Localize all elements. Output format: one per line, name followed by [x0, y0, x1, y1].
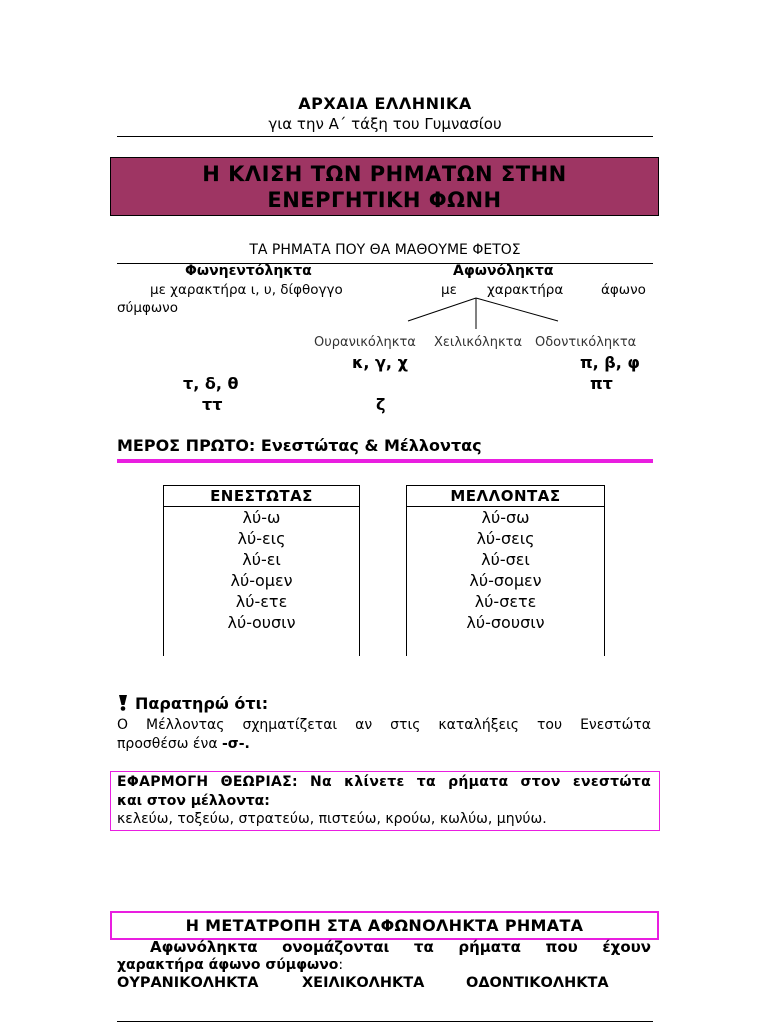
part-two-text-line-1	[150, 938, 651, 956]
velar-letters: κ, γ, χ	[352, 353, 408, 372]
overview-title: ΤΑ ΡΗΜΑΤΑ ΠΟΥ ΘΑ ΜΑΘΟΥΜΕ ΦΕΤΟΣ	[249, 242, 521, 258]
part-two-column-labial: ΧΕΙΛΙΚΟΛΗΚΤΑ	[302, 975, 425, 991]
part-two-word-4: ρήματα	[458, 938, 521, 956]
velar-extra: ζ	[376, 395, 386, 414]
labial-extra: πτ	[590, 374, 613, 393]
velar-label: Ουρανικόληκτα	[314, 335, 416, 350]
bottom-divider	[117, 1021, 653, 1022]
part-two-word-6: έχουν	[602, 938, 651, 956]
future-row-1: λύ-σω	[481, 508, 530, 527]
branch-lines	[400, 295, 570, 335]
part-two-colon: :	[338, 957, 344, 973]
consonant-stem-desc-2: χαρακτήρα	[487, 282, 564, 298]
note-text-line-2	[117, 735, 250, 754]
present-row-6: λύ-ουσιν	[227, 613, 296, 632]
document-subtitle: για την Α΄ τάξη του Γυμνασίου	[268, 115, 502, 133]
future-tense-table	[406, 485, 605, 656]
part-two-definition: χαρακτήρα άφωνο σύμφωνο	[117, 957, 339, 973]
future-row-2: λύ-σεις	[476, 529, 535, 548]
part-two-word-3: τα	[413, 938, 434, 956]
exercise-heading-line-1: ΕΦΑΡΜΟΓΗ ΘΕΩΡΙΑΣ: Να κλίνετε τα ρήματα στον ενεστώτα	[117, 774, 651, 790]
future-row-6: λύ-σουσιν	[466, 613, 545, 632]
part-two-title: Η ΜΕΤΑΤΡΟΠΗ ΣΤΑ ΑΦΩΝΟΛΗΚΤΑ ΡΗΜΑΤΑ	[185, 916, 584, 935]
note-heading	[117, 694, 268, 713]
part-one-underline	[117, 459, 653, 463]
part-two-word-1: Αφωνόληκτα	[150, 938, 258, 956]
labial-label: Χειλικόληκτα	[434, 335, 523, 350]
banner-line-1: Η ΚΛΙΣΗ ΤΩΝ ΡΗΜΑΤΩΝ ΣΤΗΝ	[202, 161, 567, 186]
future-row-5: λύ-σετε	[474, 592, 537, 611]
present-tense-heading: ΕΝΕΣΤΩΤΑΣ	[164, 486, 359, 507]
part-two-word-2: ονομάζονται	[282, 938, 390, 956]
part-two-text-line-2	[117, 957, 343, 973]
header-divider	[117, 136, 653, 137]
dental-label: Οδοντικόληκτα	[535, 335, 637, 350]
present-row-5: λύ-ετε	[235, 592, 288, 611]
vowel-stem-desc: με χαρακτήρα ι, υ, δίφθογγο	[150, 282, 343, 298]
labial-letters: π, β, φ	[580, 353, 640, 372]
note-text-prefix: προσθέσω ένα	[117, 736, 222, 752]
consonant-stem-desc-1: με	[441, 282, 457, 298]
exercise-verbs: κελεύω, τοξεύω, στρατεύω, πιστεύω, κρούω, κωλύω, μηνύω.	[117, 811, 547, 827]
consonant-stem-desc-3: άφωνο	[601, 282, 646, 298]
note-sigma-suffix: -σ-.	[222, 736, 250, 752]
part-two-column-dental: ΟΔΟΝΤΙΚΟΛΗΚΤΑ	[466, 975, 609, 991]
chapter-banner	[110, 157, 659, 216]
future-row-4: λύ-σομεν	[469, 571, 542, 590]
document-title: ΑΡΧΑΙΑ ΕΛΛΗΝΙΚΑ	[298, 94, 472, 113]
dental-extra: ττ	[202, 395, 223, 414]
vowel-stem-heading: Φωνηεντόληκτα	[185, 263, 312, 279]
banner-line-2: ΕΝΕΡΓΗΤΙΚΗ ΦΩΝΗ	[267, 187, 502, 212]
present-row-3: λύ-ει	[242, 550, 281, 569]
present-row-2: λύ-εις	[237, 529, 286, 548]
note-text-line-1: Ο Μέλλοντας σχηματίζεται αν στις καταλήξεις του Ενεστώτα	[117, 717, 651, 733]
part-one-title: ΜΕΡΟΣ ΠΡΩΤΟ: Ενεστώτας & Μέλλοντας	[117, 436, 482, 455]
note-title: Παρατηρώ ότι:	[135, 694, 269, 713]
part-two-column-velar: ΟΥΡΑΝΙΚΟΛΗΚΤΑ	[117, 975, 259, 991]
future-tense-heading: ΜΕΛΛΟΝΤΑΣ	[407, 486, 604, 507]
present-row-4: λύ-ομεν	[230, 571, 293, 590]
exercise-heading-line-2: και στον μέλλοντα:	[117, 793, 270, 809]
part-two-title-box	[110, 911, 659, 940]
present-row-1: λύ-ω	[242, 508, 281, 527]
exclamation-icon	[117, 695, 129, 711]
branch-line-velar	[408, 298, 476, 321]
consonant-stem-heading: Αφωνόληκτα	[453, 263, 554, 279]
branch-line-dental	[476, 298, 558, 321]
part-two-word-5: που	[545, 938, 578, 956]
present-tense-table	[163, 485, 360, 656]
vowel-stem-desc-cont: σύμφωνο	[117, 300, 178, 316]
dental-letters: τ, δ, θ	[183, 374, 239, 393]
future-row-3: λύ-σει	[481, 550, 530, 569]
